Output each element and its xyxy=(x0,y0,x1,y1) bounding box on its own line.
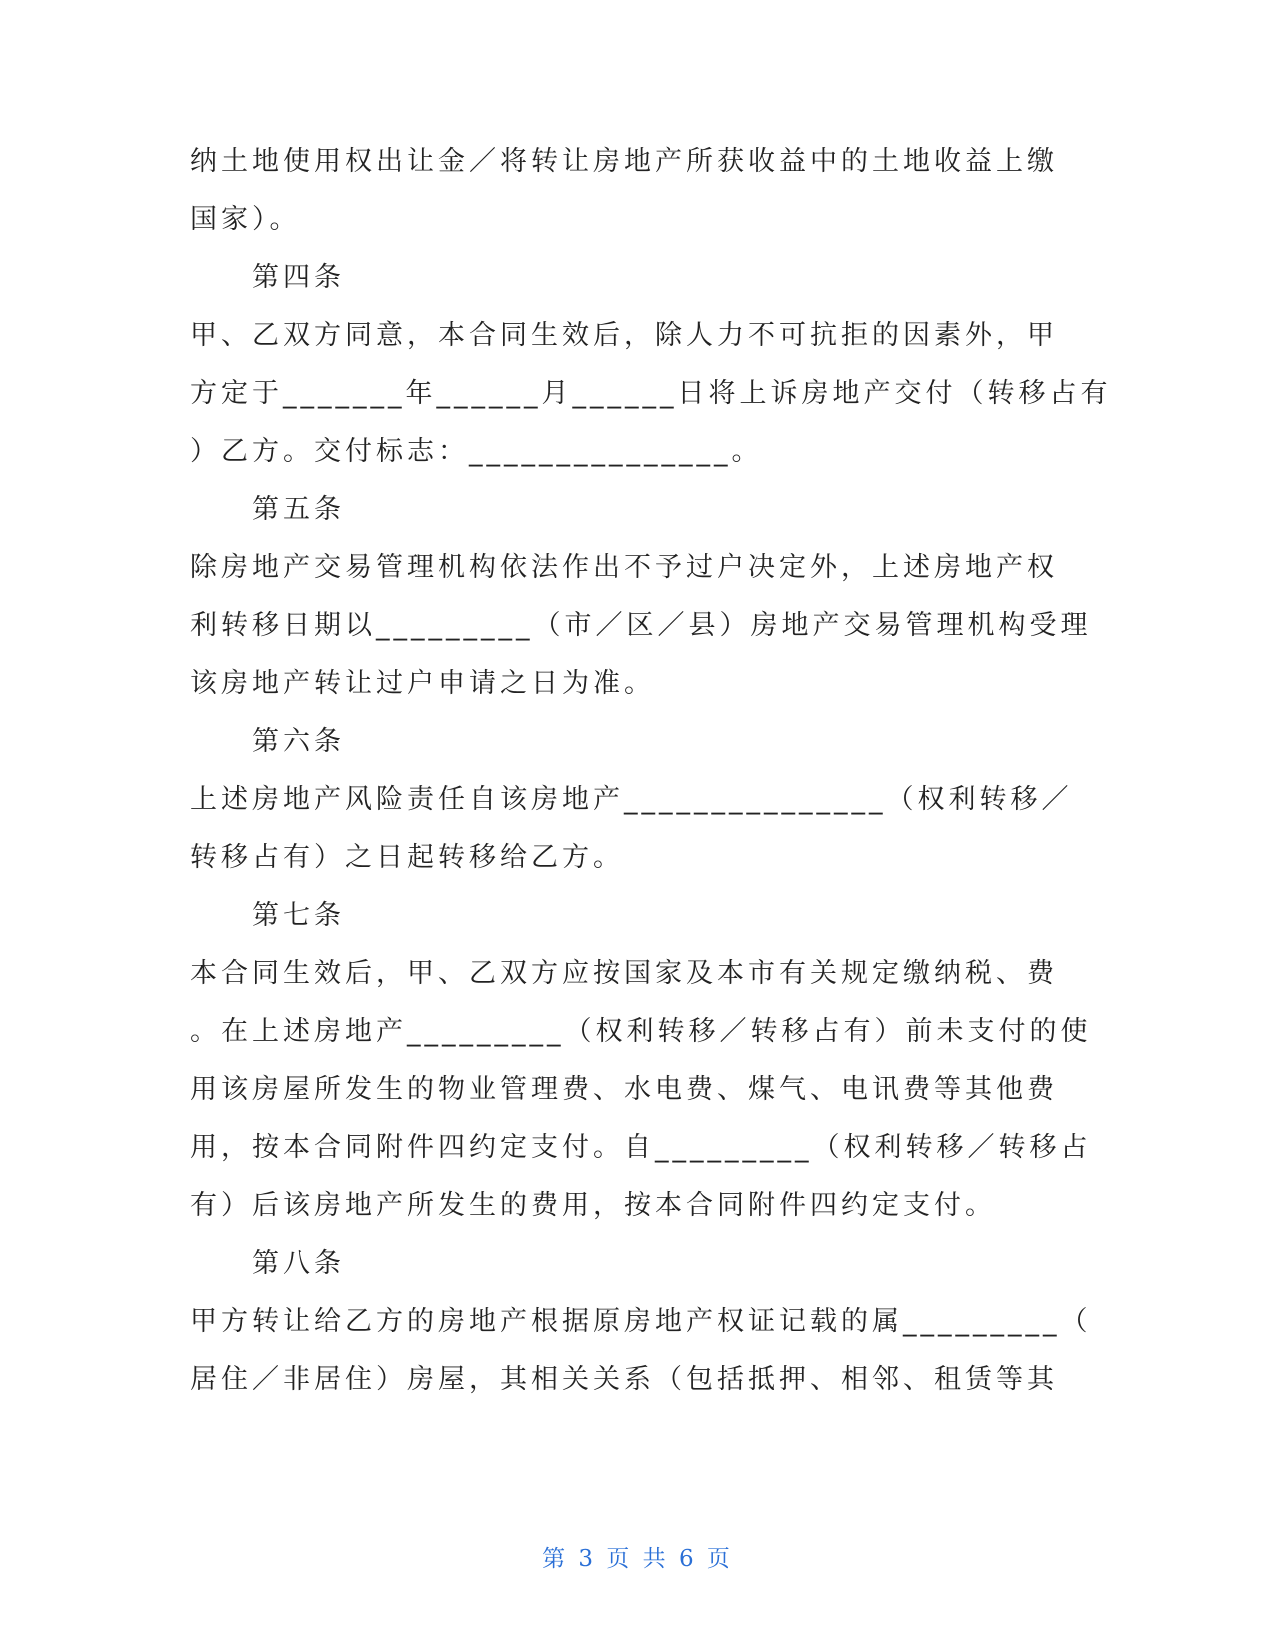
article-heading-8: 第八条 xyxy=(252,1248,345,1279)
article-heading-5: 第五条 xyxy=(252,494,345,525)
text-line: 除房地产交易管理机构依法作出不予过户决定外，上述房地产权 xyxy=(190,552,1058,583)
text-line: 甲方转让给乙方的房地产根据原房地产权证记载的属_________（ xyxy=(190,1306,1092,1337)
article-heading-4: 第四条 xyxy=(252,262,345,293)
text-line: 甲、乙双方同意，本合同生效后，除人力不可抗拒的因素外，甲 xyxy=(190,320,1058,351)
text-line: 方定于_______年______月______日将上诉房地产交付（转移占有 xyxy=(190,378,1112,409)
page-number-footer: 第 3 页 共 6 页 xyxy=(542,1546,733,1572)
text-line: 居住／非居住）房屋，其相关关系（包括抵押、相邻、租赁等其 xyxy=(190,1364,1058,1395)
text-line: 纳土地使用权出让金／将转让房地产所获收益中的土地收益上缴 xyxy=(190,146,1058,177)
text-line: 本合同生效后，甲、乙双方应按国家及本市有关规定缴纳税、费 xyxy=(190,958,1058,989)
text-line: 该房地产转让过户申请之日为准。 xyxy=(190,668,655,699)
text-line: ）乙方。交付标志：_______________。 xyxy=(190,436,763,467)
text-line: 转移占有）之日起转移给乙方。 xyxy=(190,842,624,873)
text-line: 上述房地产风险责任自该房地产_______________（权利转移／ xyxy=(190,784,1073,815)
text-line: 用，按本合同附件四约定支付。自_________（权利转移／转移占 xyxy=(190,1132,1092,1163)
text-line: 国家）。 xyxy=(190,204,301,235)
article-heading-6: 第六条 xyxy=(252,726,345,757)
text-line: 。在上述房地产_________（权利转移／转移占有）前未支付的使 xyxy=(190,1016,1092,1047)
text-line: 用该房屋所发生的物业管理费、水电费、煤气、电讯费等其他费 xyxy=(190,1074,1058,1105)
article-heading-7: 第七条 xyxy=(252,900,345,931)
text-line: 利转移日期以_________（市／区／县）房地产交易管理机构受理 xyxy=(190,610,1092,641)
text-line: 有）后该房地产所发生的费用，按本合同附件四约定支付。 xyxy=(190,1190,996,1221)
